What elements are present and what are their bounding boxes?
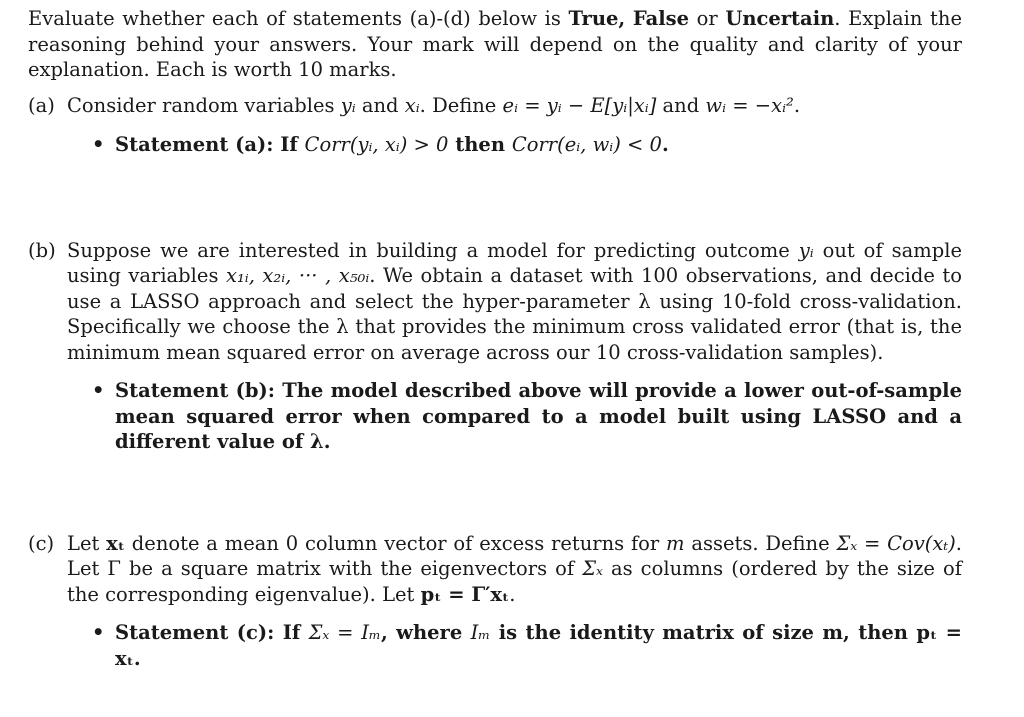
bullet-icon: • — [92, 621, 105, 644]
exam-page — [28, 6, 962, 671]
math-xt-vector: xₜ — [106, 531, 125, 555]
math-wi-definition: wᵢ = −xᵢ² — [705, 93, 794, 117]
statement-b: • Statement (b): The model described above will provide a lower out-of-sample mean squared error when compared to a model built using LASSO and a different value of λ. — [92, 379, 962, 453]
math-ei-definition: eᵢ = yᵢ − E[yᵢ|xᵢ] — [502, 93, 657, 117]
uncertain-keyword: Uncertain — [725, 7, 835, 30]
math-xi: xᵢ — [404, 93, 420, 117]
question-b: (b) Suppose we are interested in building a model for predicting outcome yᵢ out of sample using variables x₁ᵢ, x₂ᵢ, ··· , x₅₀ᵢ. We obtain a dataset with 100 observations, and decide to use a LASSO approach and select the hyper-parameter λ using 10-fold cross-validation. Specifically we choose the λ that provides the minimum cross validated error (that is, the minimum mean squared error on average across our 10 cross-validation samples). — [28, 238, 962, 364]
math-lambda: λ — [336, 315, 349, 338]
statement-c: • Statement (c): If Σₓ = Iₘ, where Iₘ is the identity matrix of size m, then pₜ = xₜ. — [92, 621, 962, 670]
math-lambda: λ — [310, 430, 324, 453]
question-c: (c) Let xₜ denote a mean 0 column vector of excess returns for m assets. Define Σₓ = Cov(xₜ). Let Γ be a square matrix with the eigenvectors of Σₓ as columns (ordered by the size of the corresponding eigenvalue). Let pₜ = Γ′xₜ. — [28, 531, 963, 606]
math-m: m — [666, 531, 685, 555]
question-a: (a) Consider random variables yᵢ and xᵢ. Define eᵢ = yᵢ − E[yᵢ|xᵢ] and wᵢ = −xᵢ². — [28, 93, 801, 117]
math-pt-definition: pₜ = Γ′xₜ — [420, 582, 510, 606]
math-corr-ew: Corr(eᵢ, wᵢ) < 0 — [511, 133, 662, 156]
math-yi: yᵢ — [340, 93, 356, 117]
false-keyword: False — [632, 7, 690, 30]
instructions-text-2: . Explain the reasoning behind your answers. Your mark will depend on the quality and clarity of your explanation. Each is worth 10 marks. — [28, 7, 962, 81]
question-a-label: (a) — [28, 93, 55, 117]
math-variable-list: x₁ᵢ, x₂ᵢ, ··· , x₅₀ᵢ — [225, 264, 370, 287]
bullet-icon: • — [92, 379, 105, 402]
instructions-text-1: Evaluate whether each of statements (a)-(d) below is — [28, 7, 569, 30]
math-yi: yᵢ — [798, 238, 814, 262]
question-c-label: (c) — [28, 531, 55, 555]
statement-a: • Statement (a): If Corr(yᵢ, xᵢ) > 0 then Corr(eᵢ, wᵢ) < 0. — [92, 133, 669, 156]
math-corr-yx: Corr(yᵢ, xᵢ) > 0 — [304, 133, 449, 156]
math-sigma-identity: Σₓ = Iₘ — [308, 621, 381, 644]
math-gamma: Γ — [107, 557, 121, 580]
math-pt-equals-xt: pₜ = xₜ — [115, 621, 962, 670]
math-sigma: Σₓ — [582, 557, 603, 580]
math-lambda: λ — [638, 289, 651, 313]
true-keyword: True, — [568, 7, 626, 30]
question-b-label: (b) — [28, 238, 56, 262]
bullet-icon: • — [92, 133, 105, 156]
math-identity-matrix: Iₘ — [470, 621, 491, 644]
instructions-paragraph: Evaluate whether each of statements (a)-(d) below is True, False or Uncertain. Explain the reasoning behind your answers. Your mark will depend on the quality and clarity of your explanation. Each is worth 10 marks. — [28, 7, 962, 81]
math-sigma-definition: Σₓ = Cov(xₜ) — [836, 531, 956, 555]
